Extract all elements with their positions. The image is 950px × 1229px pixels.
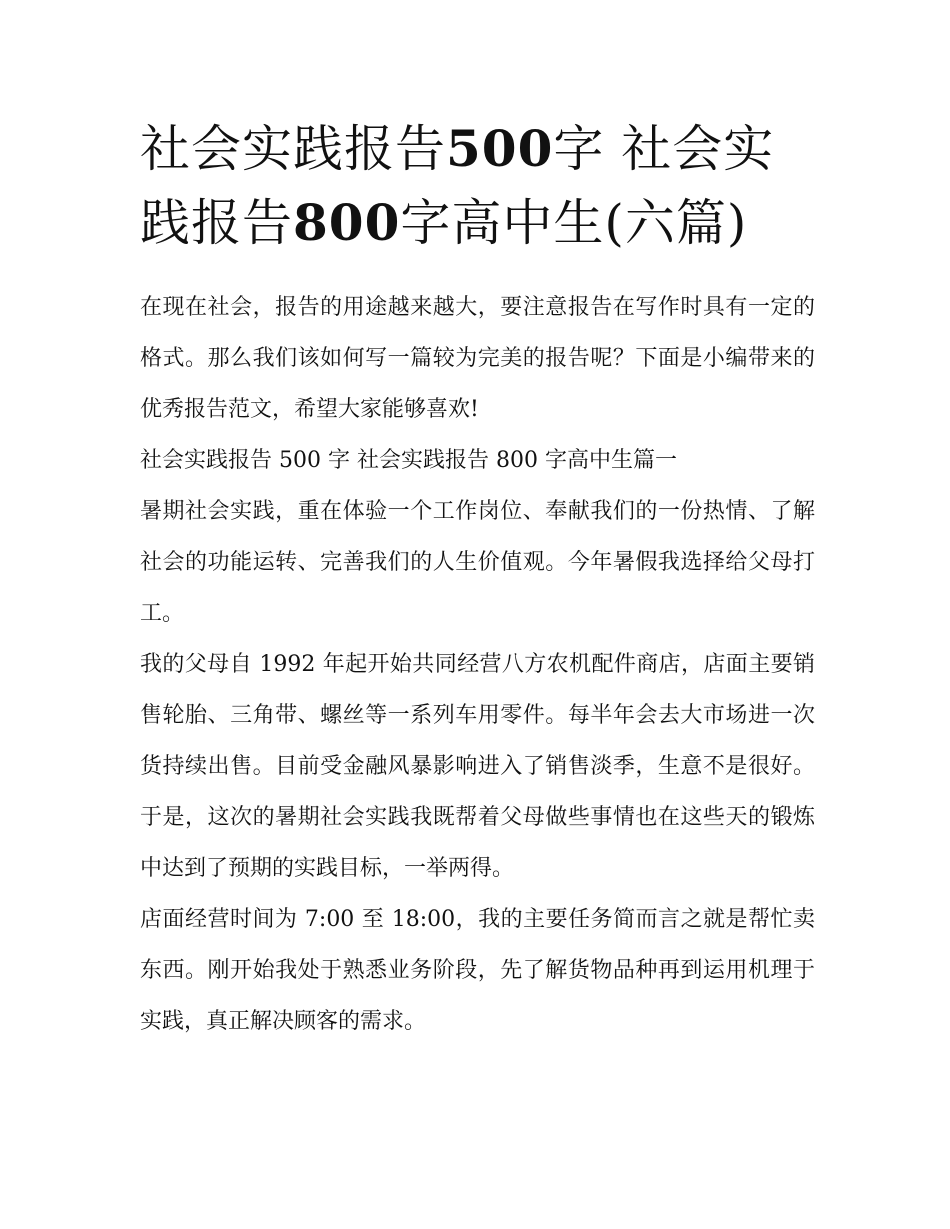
document-title (140, 112, 815, 260)
body-paragraph: 暑期社会实践，重在体验一个工作岗位、奉献我们的一份热情、了解社会的功能运转、完善我们的人生价值观。今年暑假我选择给父母打工。 (140, 499, 815, 626)
intro-paragraph: 在现在社会，报告的用途越来越大，要注意报告在写作时具有一定的格式。那么我们该如何写一篇较为完美的报告呢？下面是小编带来的优秀报告范文，希望大家能够喜欢! (140, 295, 815, 422)
body-paragraph: 我的父母自 1992 年起开始共同经营八方农机配件商店，店面主要销售轮胎、三角带、螺丝等一系列车用零件。每半年会去大市场进一次货持续出售。目前受金融风暴影响进入了销售淡季，生意不是很好。于是，这次的暑期社会实践我既帮着父母做些事情也在这些天的锻炼中达到了预期的实践目标，一举两得。 (140, 652, 815, 881)
title-number: 500 (446, 119, 554, 178)
title-number: 800 (293, 193, 401, 252)
title-text: 社会实践报告 (140, 120, 446, 178)
body-paragraph: 店面经营时间为 7:00 至 18:00，我的主要任务简而言之就是帮忙卖东西。刚开始我处于熟悉业务阶段，先了解货物品种再到运用机理于实践，真正解决顾客的需求。 (140, 907, 815, 1034)
section-heading: 社会实践报告 500 字 社会实践报告 800 字高中生篇一 (140, 448, 677, 473)
title-text: 字高中生(六篇) (400, 194, 748, 252)
document-page (140, 112, 815, 1047)
title-text: 字 社会实践报告 (140, 120, 775, 252)
